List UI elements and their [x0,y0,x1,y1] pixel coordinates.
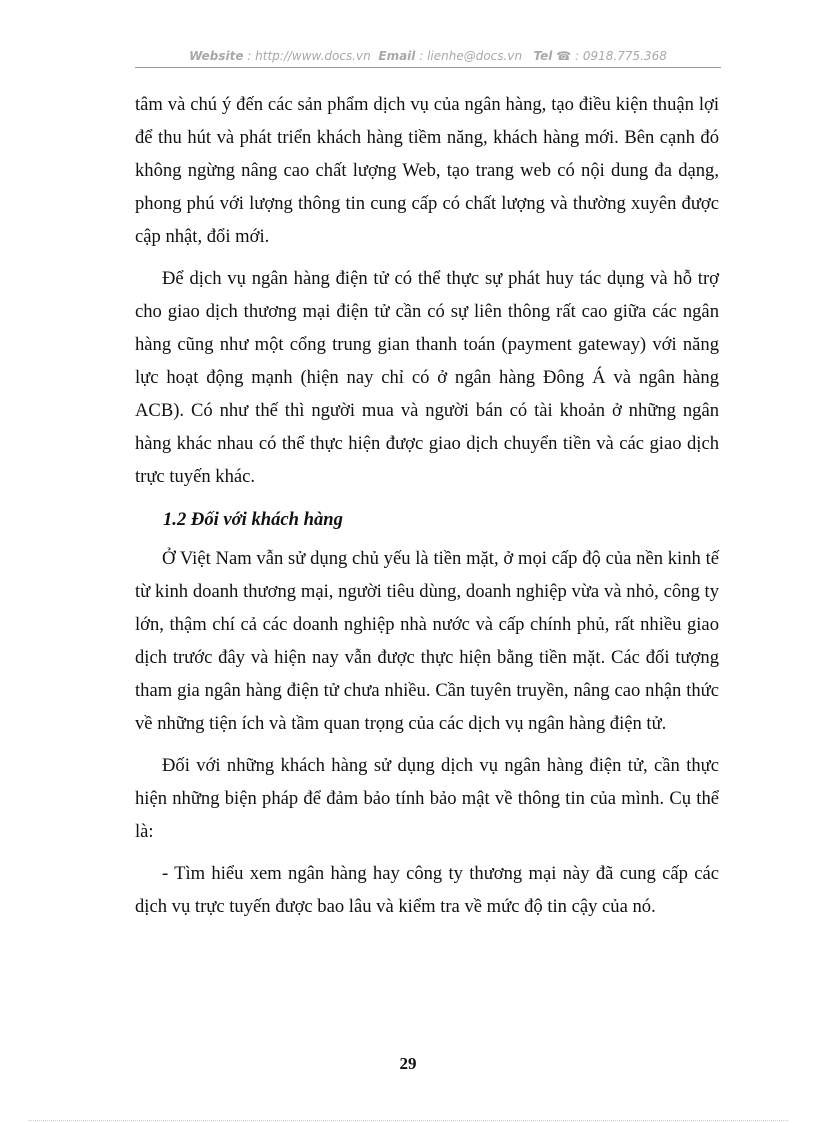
email-separator: : [415,49,428,63]
tel-label: Tel [533,49,553,63]
paragraph-5: - Tìm hiểu xem ngân hàng hay công ty thương mại này đã cung cấp các dịch vụ trực tuyến được bao lâu và kiểm tra về mức độ tin cậy của nó. [135,863,719,917]
paragraph-2: Để dịch vụ ngân hàng điện tử có thể thực sự phát huy tác dụng và hỗ trợ cho giao dịch thương mại điện tử cần có sự liên thông rất cao giữa các ngân hàng cũng như một cổng trung gian thanh toán (payment gateway) với năng lực hoạt động mạnh (hiện nay chỉ có ở ngân hàng Đông Á và ngân hàng ACB). Có như thế thì người mua và người bán có tài khoản ở những ngân hàng khác nhau có thể thực hiện được giao dịch chuyển tiền và các giao dịch trực tuyến khác. [135,268,719,487]
paragraph-4: Đối với những khách hàng sử dụng dịch vụ ngân hàng điện tử, cần thực hiện những biện pháp để đảm bảo tính bảo mật về thông tin của mình. Cụ thể là: [135,755,719,842]
page-header [135,47,721,68]
section-heading: 1.2 Đối với khách hàng [163,509,343,530]
website-label: Website [189,49,244,63]
website-url[interactable]: http://www.docs.vn [255,49,371,63]
tel-number: 0918.775.368 [582,49,667,63]
phone-icon: ☎ [556,49,572,63]
website-separator: : [243,49,256,63]
email-address[interactable]: lienhe@docs.vn [427,49,523,63]
paragraph-1: tâm và chú ý đến các sản phẩm dịch vụ của ngân hàng, tạo điều kiện thuận lợi để thu hút và phát triển khách hàng tiềm năng, khách hàng mới. Bên cạnh đó không ngừng nâng cao chất lượng Web, tạo trang web có nội dung đa dạng, phong phú với lượng thông tin cung cấp có chất lượng và thường xuyên được cập nhật, đổi mới. [135,94,719,247]
paragraph-3: Ở Việt Nam vẫn sử dụng chủ yếu là tiền mặt, ở mọi cấp độ của nền kinh tế từ kinh doanh thương mại, người tiêu dùng, doanh nghiệp vừa và nhỏ, công ty lớn, thậm chí cả các doanh nghiệp nhà nước và cấp chính phủ, rất nhiều giao dịch trước đây và hiện nay vẫn được thực hiện bằng tiền mặt. Các đối tượng tham gia ngân hàng điện tử chưa nhiều. Cần tuyên truyền, nâng cao nhận thức về những tiện ích và tầm quan trọng của các dịch vụ ngân hàng điện tử. [135,548,719,734]
page-number: 29 [399,1054,417,1073]
page-bottom-divider [28,1120,788,1121]
email-label: Email [378,49,416,63]
page-body [135,88,719,923]
tel-separator: : [571,49,583,63]
